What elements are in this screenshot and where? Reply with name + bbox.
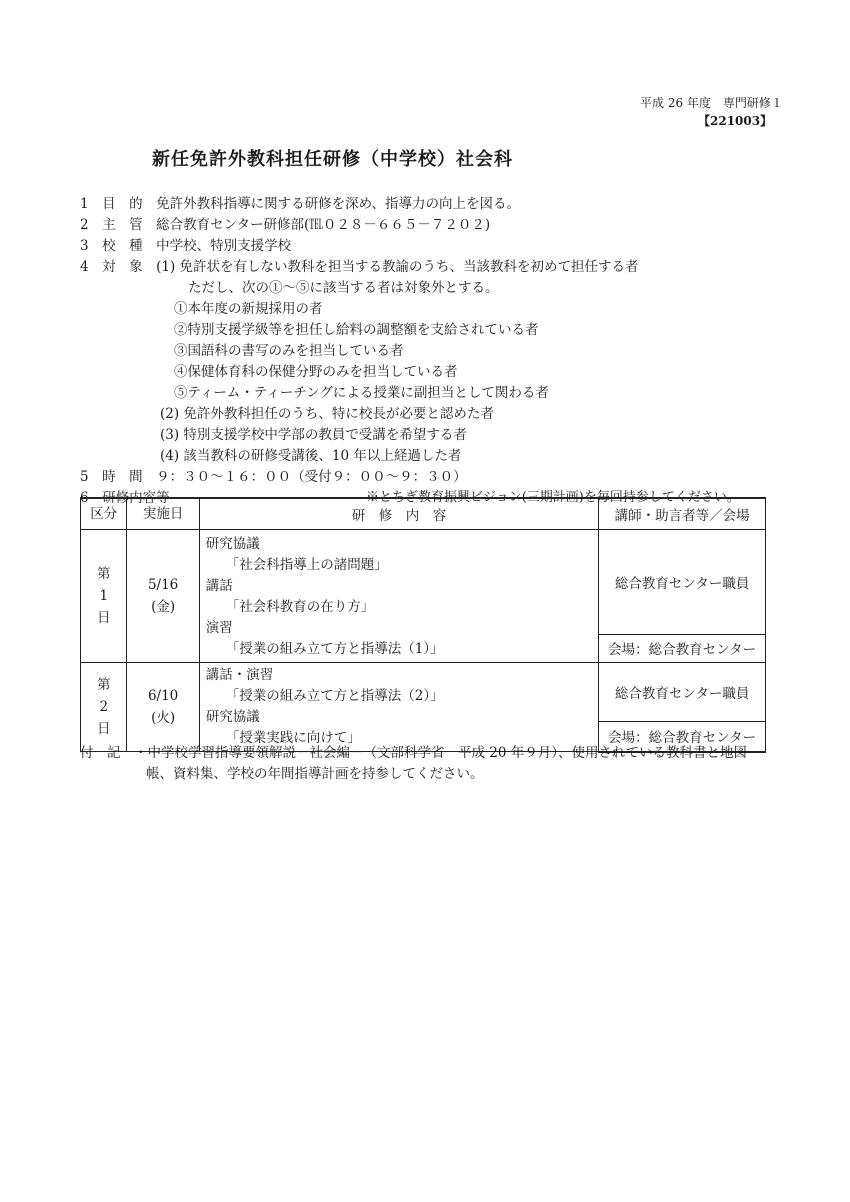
content-line: 「授業の組み立て方と指導法（2）」	[225, 688, 444, 704]
session-weekday: (火)	[151, 710, 176, 726]
school-type-line: 3 校 種 中学校、特別支援学校	[80, 238, 292, 254]
content-line: 「授業の組み立て方と指導法（1）」	[225, 641, 444, 657]
content-line: 講話・演習	[205, 667, 274, 683]
content-line: 講話	[205, 578, 233, 594]
exception-item-2: ②特別支援学級等を担任し給料の調整額を支給されている者	[174, 322, 539, 338]
day-1-instructor: 総合教育センター職員	[599, 530, 766, 635]
schedule-table	[80, 497, 766, 753]
content-line: 研究協議	[205, 709, 260, 725]
table-row	[81, 530, 766, 635]
day-2-instructor: 総合教育センター職員	[599, 663, 766, 722]
page-title: 新任免許外教科担任研修（中学校）社会科	[152, 149, 513, 170]
target-item-2: (2) 免許外教科担任のうち、特に校長が必要と認めた者	[160, 406, 494, 422]
course-year-label: 平成 26 年度 専門研修１	[640, 96, 783, 110]
content-heading: 6 研修内容等	[80, 490, 170, 506]
day-1-venue: 会場：総合教育センター	[599, 634, 766, 663]
division-number: 2	[99, 699, 109, 715]
footnote-line-2: 帳、資料集、学校の年間指導計画を持参してください。	[146, 766, 484, 782]
content-line: 演習	[205, 620, 233, 636]
content-line: 「授業実践に向けて」	[225, 730, 361, 746]
exception-item-3: ③国語科の書写のみを担当している者	[174, 343, 404, 359]
footnote-line-1: 付 記 ・中学校学習指導要領解説－社会編－（文部科学省 平成 20 年９月）、使用されている教科書と地図	[80, 745, 748, 761]
content-line: 研究協議	[205, 536, 260, 552]
exception-item-4: ④保健体育科の保健分野のみを担当している者	[174, 364, 458, 380]
day-1-date	[127, 530, 199, 663]
purpose-line: 1 目 的 免許外教科指導に関する研修を深め、指導力の向上を図る。	[80, 196, 521, 212]
day-2-venue: 会場：総合教育センター	[599, 721, 766, 751]
table-row	[81, 663, 766, 722]
target-line: 4 対 象 (1) 免許状を有しない教科を担当する教諭のうち、当該教科を初めて担任する者	[80, 259, 639, 275]
division-char: 第	[96, 566, 111, 582]
target-item-4: (4) 該当教科の研修受講後、10 年以上経過した者	[160, 448, 462, 464]
course-code: 【221003】	[698, 114, 773, 128]
header-instructor: 講師・助言者等／会場	[599, 498, 766, 530]
header-date: 実施日	[127, 498, 199, 530]
day-2-content	[199, 663, 599, 752]
time-line: 5 時 間 ９：３０～１６：００（受付９：００～９：３０）	[80, 469, 467, 485]
division-number: 1	[99, 588, 109, 604]
day-1-division	[81, 530, 127, 663]
division-char: 第	[96, 677, 111, 693]
target-exception-line: ただし、次の①～⑤に該当する者は対象外とする。	[188, 280, 499, 296]
division-char: 日	[96, 610, 111, 626]
organizer-line: 2 主 管 総合教育センター研修部(℡０２８－６６５－７２０２)	[80, 217, 491, 233]
day-2-division	[81, 663, 127, 752]
content-line: 「社会科指導上の諸問題」	[225, 557, 388, 573]
session-weekday: (金)	[151, 599, 176, 615]
session-date: 5/16	[147, 577, 179, 593]
target-item-3: (3) 特別支援学校中学部の教員で受講を希望する者	[160, 427, 467, 443]
day-1-content	[199, 530, 599, 663]
exception-item-5: ⑤ティーム・ティーチングによる授業に副担当として関わる者	[174, 385, 549, 401]
exception-item-1: ①本年度の新規採用の者	[174, 301, 323, 317]
session-date: 6/10	[147, 688, 179, 704]
day-2-date	[127, 663, 199, 752]
header-content: 研 修 内 容	[199, 498, 599, 530]
vision-note: ※とちぎ教育振興ビジョン(三期計画)を毎回持参してください。	[366, 490, 740, 505]
division-char: 日	[96, 721, 111, 737]
header-division: 区分	[81, 498, 127, 530]
content-line: 「社会科教育の在り方」	[225, 599, 375, 615]
